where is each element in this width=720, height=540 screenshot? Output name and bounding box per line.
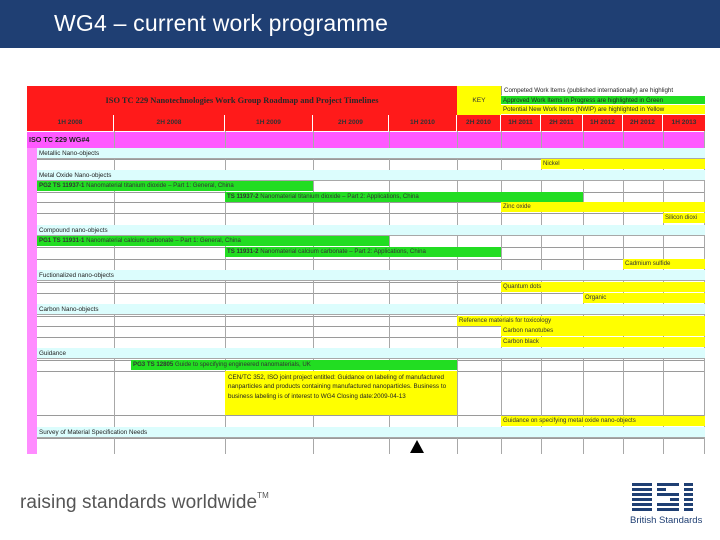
title-bar (0, 0, 720, 48)
period-1h-2012: 1H 2012 (583, 115, 623, 131)
item-text: Guide to specifying engineered nanomaterials, UK (175, 361, 311, 368)
row-line (37, 438, 705, 439)
roadmap-table (27, 86, 705, 454)
period-2h-2009: 2H 2009 (313, 115, 389, 131)
item-ts11937-2 (225, 192, 583, 202)
item-carbon-black: Carbon black (501, 337, 705, 347)
trademark-mark: TM (257, 491, 269, 500)
period-2h-2010: 2H 2010 (457, 115, 501, 131)
tagline (20, 492, 269, 514)
key-label: KEY (457, 86, 501, 115)
item-zinc-oxide: Zinc oxide (501, 202, 705, 212)
item-code: TS 11937-2 (227, 193, 259, 200)
logo-caption: British Standards (630, 515, 703, 526)
item-code: PG3 TS 12805 (133, 361, 174, 368)
section-functionalized: Fuctionalized nano-objects (37, 270, 705, 281)
item-text: Nanomaterial calcium carbonate – Part 1: General, China (86, 237, 241, 244)
row-line (37, 259, 705, 260)
section-carbon: Carbon Nano-objects (37, 304, 705, 315)
item-code: TS 11931-2 (227, 248, 259, 255)
period-2h-2012: 2H 2012 (623, 115, 663, 131)
item-quantum-dots: Quantum dots (501, 282, 705, 292)
section-metallic: Metallic Nano-objects (37, 148, 705, 159)
wg-sidebar (27, 148, 37, 454)
item-code: PG2 TS 11937-1 (39, 182, 85, 189)
period-1h-2010: 1H 2010 (389, 115, 457, 131)
period-1h-2011: 1H 2011 (501, 115, 541, 131)
item-cadmium-sulfide: Cadmium sulfide (623, 259, 705, 269)
period-1h-2009: 1H 2009 (225, 115, 313, 131)
period-2h-2008: 2H 2008 (114, 115, 225, 131)
item-text: Nanomaterial titanium dioxide – Part 2: Applications, China (260, 193, 419, 200)
item-organic: Organic (583, 293, 705, 303)
item-carbon-nanotubes: Carbon nanotubes (501, 326, 705, 336)
item-reference-materials: Reference materials for toxicology (457, 316, 705, 326)
row-line (37, 213, 705, 214)
item-nickel: Nickel (541, 159, 705, 169)
key-completed: Competed Work Items (published internationally) are highlight (501, 86, 705, 96)
item-pg1-ts11931-1 (37, 236, 389, 246)
item-text: Nanomaterial calcium carbonate – Part 2: Applications, China (260, 248, 426, 255)
key-nwip: Potential New Work Items (NWIP) are highlighted in Yellow (501, 105, 705, 115)
item-code: PG1 TS 11931-1 (39, 237, 85, 244)
timeline-marker-arrow (410, 440, 424, 453)
item-pg3-ts12805 (131, 360, 457, 370)
period-1h-2008: 1H 2008 (27, 115, 114, 131)
section-guidance: Guidance (37, 348, 705, 359)
item-pg2-ts11937-1 (37, 181, 313, 191)
item-silicon-dioxide: Silicon dioxi (663, 213, 705, 223)
section-survey: Survey of Material Specification Needs (37, 427, 705, 438)
period-2h-2011: 2H 2011 (541, 115, 583, 131)
period-1h-2013: 1H 2013 (663, 115, 705, 131)
item-text: Nanomaterial titanium dioxide – Part 1: General, China (86, 182, 234, 189)
tagline-text: raising standards worldwide (20, 492, 258, 513)
section-compound: Compound nano-objects (37, 225, 705, 236)
section-metal-oxide: Metal Oxide Nano-objects (37, 170, 705, 181)
item-ts11931-2 (225, 247, 501, 257)
item-metal-oxide-guidance: Guidance on specifying metal oxide nano-objects (501, 416, 705, 426)
slide-title: WG4 – current work programme (54, 10, 389, 36)
key-in-progress: Approved Work Items in Progress are highlighted in Green (501, 96, 705, 106)
wg-row: ISO TC 229 WG#4 (27, 132, 705, 148)
roadmap-header-title: ISO TC 229 Nanotechnologies Work Group Roadmap and Project Timelines (105, 96, 379, 105)
item-cen-tc352: CEN/TC 352, ISO joint project entitled: Guidance on labeling of manufactured nanparticles and products containing manufactured nanoparticles. Business to business labeling is of interest to WG4 Closing date:2009-04-13 (225, 371, 457, 415)
